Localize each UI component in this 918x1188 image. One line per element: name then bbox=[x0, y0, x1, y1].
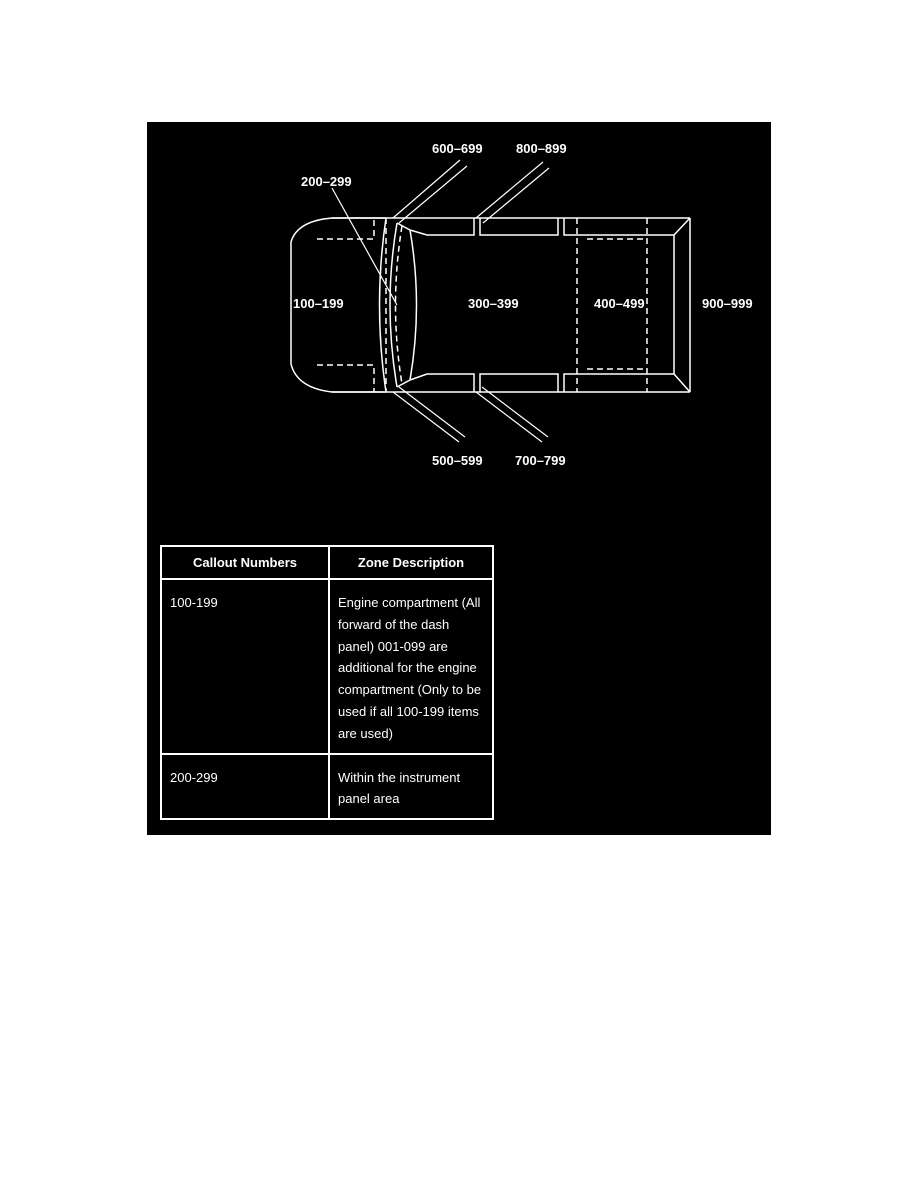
label-900-999: 900–999 bbox=[702, 296, 753, 311]
label-300-399: 300–399 bbox=[468, 296, 519, 311]
description-cell: Engine compartment (All forward of the dash panel) 001-099 are additional for the engine compartment (Only to be used if all 100-199 items are used) bbox=[329, 579, 493, 754]
windshield-right bbox=[410, 230, 417, 380]
windshield-bottom bbox=[397, 380, 410, 387]
door-rear-bottom bbox=[480, 374, 558, 392]
engine-zone-box-top bbox=[317, 218, 374, 239]
table-header-row bbox=[161, 546, 493, 579]
label-100-199: 100–199 bbox=[293, 296, 344, 311]
label-800-899: 800–899 bbox=[516, 141, 567, 156]
label-500-599: 500–599 bbox=[432, 453, 483, 468]
door-front-bottom bbox=[410, 374, 474, 392]
vehicle-zone-diagram bbox=[147, 122, 771, 502]
table-row bbox=[161, 579, 493, 754]
leader-200 bbox=[332, 188, 397, 305]
windshield-top bbox=[397, 223, 410, 230]
leader-600 bbox=[393, 160, 467, 223]
leader-700 bbox=[476, 387, 548, 442]
leader-800 bbox=[476, 162, 549, 223]
door-front-top bbox=[410, 218, 474, 235]
callout-cell: 200-299 bbox=[161, 754, 329, 820]
table-row bbox=[161, 754, 493, 820]
header-zone-description: Zone Description bbox=[329, 546, 493, 579]
callout-zone-table bbox=[160, 545, 494, 820]
windshield-outer bbox=[380, 218, 387, 392]
label-400-499: 400–499 bbox=[594, 296, 645, 311]
windshield-inner bbox=[390, 223, 397, 387]
label-700-799: 700–799 bbox=[515, 453, 566, 468]
rear-corner-bottom bbox=[674, 374, 690, 392]
rear-corner-top bbox=[674, 218, 690, 235]
header-callout-numbers: Callout Numbers bbox=[161, 546, 329, 579]
zone-figure bbox=[147, 122, 771, 835]
description-cell: Within the instrument panel area bbox=[329, 754, 493, 820]
engine-zone-box-bottom bbox=[317, 365, 374, 392]
label-600-699: 600–699 bbox=[432, 141, 483, 156]
callout-cell: 100-199 bbox=[161, 579, 329, 754]
door-rear-top bbox=[480, 218, 558, 235]
cargo-side-top bbox=[564, 218, 674, 235]
leader-500 bbox=[393, 387, 465, 442]
cargo-side-bottom bbox=[564, 374, 674, 392]
label-200-299: 200–299 bbox=[301, 174, 352, 189]
